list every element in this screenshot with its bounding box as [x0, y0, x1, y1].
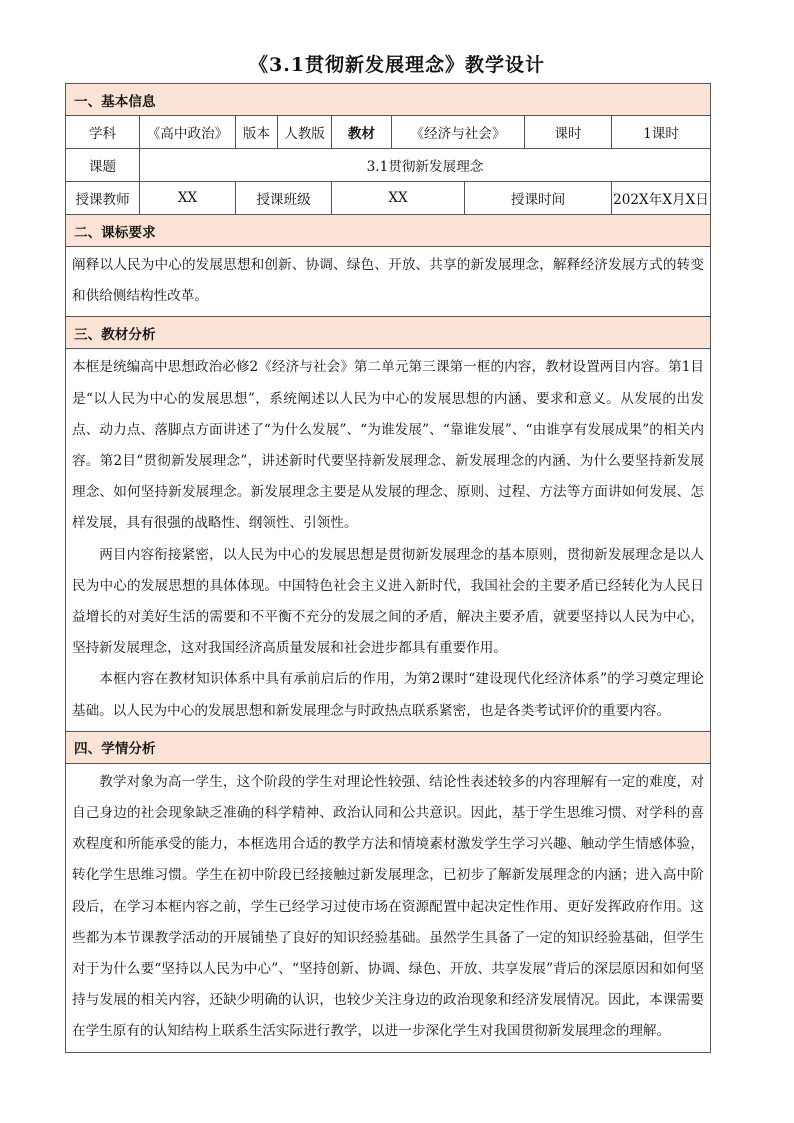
textbook-analysis-text — [66, 349, 711, 731]
time-value: 202X年X月X日 — [612, 182, 711, 215]
teacher-value: XX — [140, 182, 236, 215]
class-label: 授课班级 — [236, 182, 332, 215]
time-label: 授课时间 — [465, 182, 612, 215]
learner-paragraph: 教学对象为高一学生，这个阶段的学生对理论性较强、结论性表述较多的内容理解有一定的难度，对自己身边的社会现象缺乏准确的科学精神、政治认同和公共意识。因此，基于学生思维习惯、对学科的喜欢程度和所能承受的能力，本框选用合适的教学方法和情境素材激发学生学习兴趣、触动学生情感体验，转化学生思维习惯。学生在初中阶段已经接触过新发展理念，已初步了解新发展理念的内涵；进入高中阶段后，在学习本框内容之前，学生已经学习过使市场在资源配置中起决定性作用、更好发挥政府作用。这些都为本节课教学活动的开展铺垫了良好的知识经验基础。虽然学生具备了一定的知识经验基础，但学生对于为什么要“坚持以人民为中心”、“坚持创新、协调、绿色、开放、共享发展”背后的深层原因和如何坚持与发展的相关内容，还缺少明确的认识，也较少关注身边的政治现象和经济发展情况。因此，本课需要在学生原有的认知结构上联系生活实际进行教学，以进一步深化学生对我国贯彻新发展理念的理解。 — [72, 773, 704, 1040]
subject-value: 《高中政治》 — [140, 116, 236, 149]
edition-value: 人教版 — [278, 116, 332, 149]
topic-label: 课题 — [66, 149, 140, 182]
topic-value: 3.1贯彻新发展理念 — [140, 149, 711, 182]
textbook-paragraph: 两目内容衔接紧密，以人民为中心的发展思想是贯彻新发展理念的基本原则，贯彻新发展理念是以人民为中心的发展思想的具体体现。中国特色社会主义进入新时代，我国社会的主要矛盾已经转化为人民日益增长的对美好生活的需要和不平衡不充分的发展之间的矛盾，解决主要矛盾，就要坚持以人民为中心，坚持新发展理念，这对我国经济高质量发展和社会进步都具有重要作用。 — [72, 546, 704, 657]
section-textbook-analysis: 三、教材分析 — [66, 317, 711, 349]
lesson-plan-table — [65, 83, 711, 1053]
textbook-paragraph: 本框是统编高中思想政治必修2《经济与社会》第二单元第三课第一框的内容，教材设置两目内容。第1目是“以人民为中心的发展思想”，系统阐述以人民为中心的发展思想的内涵、要求和意义。从发展的出发点、动力点、落脚点方面讲述了“为什么发展”、“为谁发展”、“靠谁发展”、“由谁享有发展成果”的相关内容。第2目“贯彻新发展理念”，讲述新时代要坚持新发展理念、新发展理念的内涵、为什么要坚持新发展理念、如何坚持新发展理念。新发展理念主要是从发展的理念、原则、过程、方法等方面讲如何发展、怎样发展，具有很强的战略性、纲领性、引领性。 — [72, 359, 704, 532]
edition-label: 版本 — [236, 116, 278, 149]
textbook-value: 《经济与社会》 — [392, 116, 525, 149]
hours-value: 1课时 — [612, 116, 711, 149]
section-curriculum-standard: 二、课标要求 — [66, 215, 711, 247]
teacher-label: 授课教师 — [66, 182, 140, 215]
page-title: 《3.1贯彻新发展理念》教学设计 — [248, 54, 546, 76]
learner-analysis-text — [66, 763, 711, 1052]
textbook-label: 教材 — [332, 116, 392, 149]
textbook-paragraph: 本框内容在教材知识体系中具有承前启后的作用，为第2课时“建设现代化经济体系”的学习奠定理论基础。以人民为中心的发展思想和新发展理念与时政热点联系紧密，也是各类考试评价的重要内容。 — [72, 671, 704, 719]
hours-label: 课时 — [525, 116, 612, 149]
curriculum-standard-text — [66, 247, 711, 317]
standard-paragraph: 阐释以人民为中心的发展思想和创新、协调、绿色、开放、共享的新发展理念，解释经济发展方式的转变和供给侧结构性改革。 — [72, 257, 704, 305]
class-value: XX — [332, 182, 465, 215]
section-learner-analysis: 四、学情分析 — [66, 731, 711, 763]
subject-label: 学科 — [66, 116, 140, 149]
section-basic-info: 一、基本信息 — [66, 84, 711, 116]
